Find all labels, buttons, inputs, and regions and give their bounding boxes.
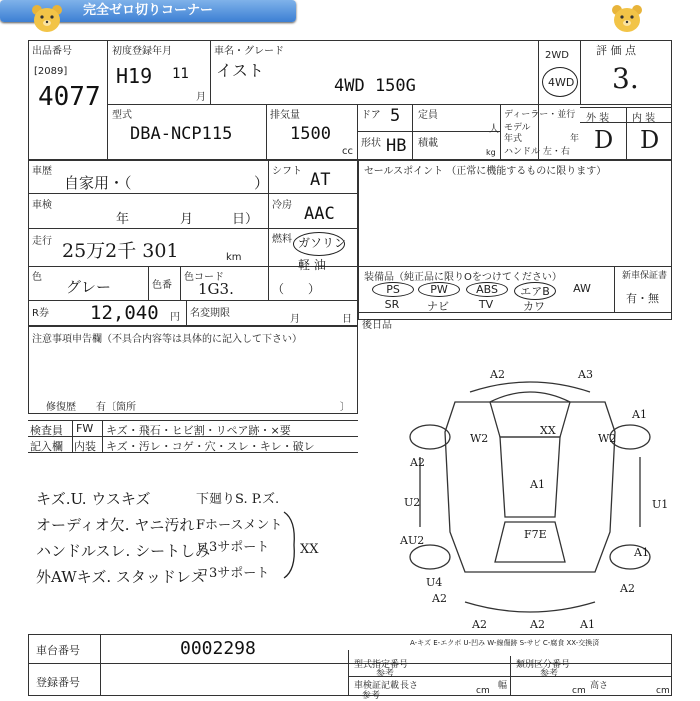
inspector-note-right-4: コ3サポート — [196, 566, 270, 581]
type-value: DBA-NCP115 — [130, 124, 233, 144]
equipment-label: 装備品（純正品に限りOをつけてください） — [364, 272, 562, 283]
transfer-day: 日 — [342, 314, 352, 325]
doors-value: 5 — [390, 106, 401, 126]
drive-value: 4WD — [548, 76, 575, 89]
inspector-note-2: オーディオ欠. ヤニ汚れ — [36, 516, 195, 534]
transfer-month: 月 — [290, 314, 300, 325]
capacity-label: 定員 — [418, 110, 438, 121]
doors-label: ドア — [361, 110, 381, 121]
inspector-note-right-2: Fホースメント — [196, 518, 283, 533]
first-reg-label: 初度登録年月 — [112, 46, 172, 57]
dealer-model-label: モデル — [504, 123, 531, 133]
mileage-value: 25万2千 301 — [62, 240, 179, 262]
fuel-gasoline: ガソリン — [298, 236, 347, 250]
type-label: 型式 — [112, 110, 132, 121]
damage-mark: U1 — [652, 498, 669, 511]
color-paren: （ ） — [272, 282, 321, 296]
page-banner-title: 完全ゼロ切りコーナー — [0, 0, 296, 22]
interior-grade: D — [640, 126, 660, 154]
chassis-value: 0002298 — [180, 638, 256, 659]
displacement-value: 1500 — [290, 124, 331, 144]
bear-mascot-icon — [30, 4, 64, 34]
equipment-item: PS — [372, 282, 414, 297]
color-label: 色 — [32, 272, 42, 283]
exterior-grade: D — [594, 126, 614, 154]
first-reg-month: 11 — [172, 66, 189, 82]
damage-mark: A1 — [580, 618, 595, 631]
model-grade: 4WD 150G — [334, 76, 416, 96]
class-no-ref: 参考 — [540, 669, 559, 679]
inspector-label: 検査員 — [30, 424, 63, 437]
chassis-label: 車台番号 — [36, 644, 80, 657]
inspector-note-1: キズ.U. ウスキズ — [36, 490, 151, 508]
dealer-import-label: ディーラー・並行 — [504, 110, 576, 120]
dims-width: 幅 — [498, 681, 508, 691]
sales-point-box — [358, 160, 672, 320]
history-value: 自家用・（ — [64, 174, 132, 192]
damage-mark: A3 — [578, 368, 593, 381]
repair-history-close: 〕 — [340, 402, 350, 413]
entry-label: 記入欄 — [30, 440, 63, 453]
equipment-item: TV — [478, 298, 494, 311]
lot-bracket: [2089] — [34, 66, 68, 77]
drive-circle-mark — [542, 67, 578, 97]
notes-label: 注意事項申告欄（不具合内容等は具体的に記入して下さい） — [32, 334, 302, 345]
mileage-unit: km — [226, 252, 242, 263]
dims-width-unit: cm — [572, 686, 586, 696]
first-reg-year: H19 — [116, 64, 153, 88]
damage-mark: U4 — [426, 576, 443, 589]
dims-ref: 参考 — [362, 691, 381, 701]
inspection-label: 車検 — [32, 200, 52, 211]
damage-mark: W2 — [598, 432, 617, 445]
shift-label: シフト — [272, 166, 302, 177]
equipment-item: ナビ — [427, 300, 449, 313]
load-unit: kg — [486, 148, 496, 157]
fw-legend: キズ・飛石・ヒビ割・リペア跡・×要 — [106, 424, 291, 437]
damage-mark: A2 — [410, 456, 425, 469]
interior-legend-label: 内装 — [74, 440, 96, 453]
dims-length: 長さ — [400, 681, 419, 691]
bear-mascot-icon — [610, 4, 644, 34]
dims-height-unit: cm — [656, 686, 670, 696]
lot-label: 出品番号 — [32, 46, 72, 57]
equipment-item: エアB — [514, 282, 556, 300]
inspector-note-right-1: 下廻りS. P.ズ. — [196, 492, 280, 507]
inspection-year: 年 — [116, 212, 130, 227]
recycle-unit: 円 — [170, 312, 180, 323]
fuel-circle-mark — [293, 232, 345, 256]
fw-label: FW — [76, 422, 94, 435]
damage-mark: A2 — [530, 618, 545, 631]
equipment-item: AW — [573, 282, 591, 295]
damage-mark: U2 — [404, 496, 421, 509]
drive-label: 2WD — [545, 50, 569, 61]
ac-value: AAC — [304, 204, 335, 224]
dealer-year-label: 年式 — [504, 134, 523, 144]
history-label: 車歴 — [32, 166, 52, 177]
history-close: ） — [254, 174, 270, 192]
inspection-month: 月 — [180, 212, 194, 227]
dims-length-unit: cm — [476, 686, 490, 696]
transfer-limit-label: 名変期限 — [190, 308, 230, 319]
shape-label: 形状 — [361, 138, 381, 149]
inspector-note-xx: XX — [300, 542, 319, 557]
damage-mark: A1 — [632, 408, 647, 421]
damage-code-legend: A-キズ E-エクボ U-凹み W-線傷跡 S-サビ C-腐食 XX-交換済 — [410, 639, 600, 647]
grade-score-value: 3. — [612, 62, 639, 95]
inspector-note-right-3: ロ3サポート — [196, 540, 270, 555]
type-spec-label: 型式指定番号 — [354, 660, 409, 670]
color-value: グレー — [66, 278, 112, 296]
brace-mark — [280, 510, 300, 580]
mileage-label: 走行 — [32, 236, 52, 247]
warranty-value: 有・無 — [626, 292, 659, 305]
interior-legend: キズ・汚レ・コゲ・穴・スレ・キレ・破レ — [106, 440, 315, 453]
inspection-day: 日） — [232, 212, 259, 227]
damage-mark: A2 — [432, 592, 447, 605]
damage-mark: A2 — [490, 368, 505, 381]
fuel-diesel: 軽 油 — [298, 258, 326, 272]
color-code-label: 色コード — [184, 272, 224, 283]
capacity-unit: 人 — [489, 124, 499, 135]
repair-history-label: 修復歴 有〔箇所 — [46, 402, 136, 413]
warranty-label: 新車保証書 — [622, 271, 668, 281]
damage-mark: A2 — [620, 582, 635, 595]
dims-label: 車検証記載 — [354, 681, 400, 691]
damage-mark: F7E — [524, 528, 547, 541]
registration-label: 登録番号 — [36, 676, 80, 689]
recycle-label: R券 — [32, 308, 49, 319]
load-label: 積載 — [418, 138, 438, 149]
rear-items-label: 後日品 — [362, 320, 392, 331]
type-spec-ref: 参考 — [376, 669, 395, 679]
dealer-year-unit: 年 — [570, 134, 580, 144]
inspector-note-3: ハンドルスレ. シートしみ — [36, 542, 211, 560]
damage-mark: A1 — [634, 546, 649, 559]
exterior-label: 外 装 — [586, 113, 610, 124]
damage-mark: W2 — [470, 432, 489, 445]
damage-mark: A2 — [472, 618, 487, 631]
equipment-item: SR — [384, 298, 400, 311]
interior-label: 内 装 — [632, 113, 656, 124]
model-name: イスト — [216, 61, 264, 80]
damage-mark: XX — [540, 424, 556, 437]
sales-point-label: セールスポイント （正常に機能するものに限ります） — [364, 166, 607, 177]
shape-value: HB — [386, 136, 407, 156]
displacement-unit: cc — [342, 146, 353, 157]
fuel-label: 燃料 — [272, 234, 292, 245]
class-no-label: 類別区分番号 — [516, 660, 571, 670]
dims-height: 高さ — [590, 681, 609, 691]
color-code-value: 1G3. — [198, 280, 234, 298]
first-reg-month-unit: 月 — [196, 92, 206, 103]
damage-mark: A1 — [530, 478, 545, 491]
grade-score-label: 評 価 点 — [596, 44, 636, 57]
handle-label: ハンドル 左・右 — [504, 147, 570, 157]
displacement-label: 排気量 — [270, 110, 300, 121]
shift-value: AT — [310, 170, 331, 190]
equipment-item: カワ — [523, 300, 545, 313]
color-no-label: 色番 — [152, 280, 172, 291]
damage-mark: AU2 — [400, 534, 425, 547]
lot-number: 4077 — [38, 82, 101, 112]
model-label: 車名・グレード — [214, 46, 284, 57]
equipment-item: ABS — [466, 282, 508, 297]
equipment-item: PW — [418, 282, 460, 297]
ac-label: 冷房 — [272, 200, 292, 211]
recycle-value: 12,040 — [90, 302, 159, 324]
inspector-note-4: 外AWキズ. スタッドレス — [36, 568, 206, 586]
